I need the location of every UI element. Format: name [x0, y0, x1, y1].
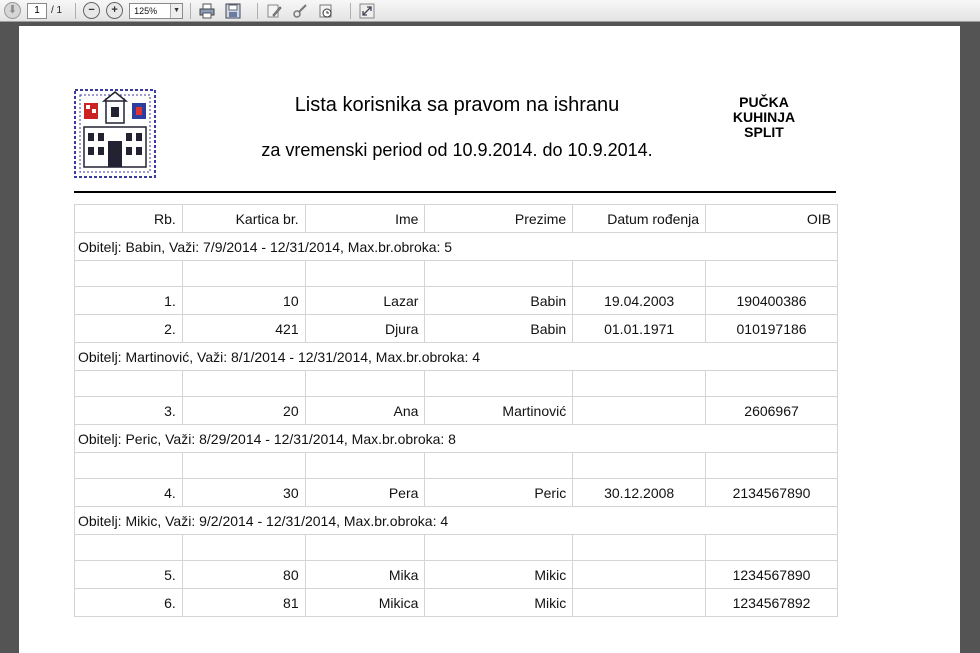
cell-first-name: Mikica — [305, 589, 425, 617]
report-period: za vremenski period od 10.9.2014. do 10.9.2014. — [261, 140, 653, 160]
tools-icon[interactable] — [291, 2, 309, 19]
organization-name — [709, 95, 819, 140]
cell-rb: 3. — [75, 397, 183, 425]
org-line: PUČKA — [739, 94, 789, 110]
table-row — [75, 561, 838, 589]
table-row — [75, 479, 838, 507]
cell-oib: 1234567890 — [706, 561, 838, 589]
toolbar-divider — [350, 3, 351, 19]
pdf-toolbar — [0, 0, 980, 22]
table-header-row — [75, 205, 838, 233]
table-row — [75, 589, 838, 617]
header-card-number: Kartica br. — [182, 205, 305, 233]
table-row — [75, 397, 838, 425]
page-number-input[interactable]: 1 — [27, 3, 47, 19]
header-oib: OIB — [706, 205, 838, 233]
cell-oib: 2134567890 — [706, 479, 838, 507]
cell-last-name: Babin — [425, 315, 573, 343]
zoom-out-icon[interactable]: − — [83, 2, 100, 19]
zoom-value: 125% — [134, 5, 158, 16]
cell-oib: 010197186 — [706, 315, 838, 343]
cell-birth-date: 01.01.1971 — [573, 315, 706, 343]
cell-first-name: Ana — [305, 397, 425, 425]
cell-card: 421 — [182, 315, 305, 343]
cell-birth-date — [573, 561, 706, 589]
table-row — [75, 315, 838, 343]
cell-birth-date — [573, 397, 706, 425]
cell-rb: 5. — [75, 561, 183, 589]
family-group-row — [75, 343, 838, 371]
spacer-row — [75, 261, 838, 287]
cell-rb: 2. — [75, 315, 183, 343]
table-row — [75, 287, 838, 315]
cell-birth-date: 30.12.2008 — [573, 479, 706, 507]
toolbar-divider — [75, 3, 76, 19]
stamp-icon[interactable] — [317, 2, 335, 19]
print-icon[interactable] — [198, 2, 216, 19]
cell-last-name: Mikic — [425, 561, 573, 589]
annotate-icon[interactable] — [265, 2, 283, 19]
report-title: Lista korisnika sa pravom na ishranu — [294, 94, 620, 116]
cell-first-name: Pera — [305, 479, 425, 507]
cell-last-name: Martinović — [425, 397, 573, 425]
spacer-row — [75, 371, 838, 397]
org-line: SPLIT — [744, 124, 784, 140]
beneficiaries-table — [74, 204, 838, 617]
cell-last-name: Peric — [425, 479, 573, 507]
cell-first-name: Djura — [305, 315, 425, 343]
cell-oib: 1234567892 — [706, 589, 838, 617]
cell-rb: 4. — [75, 479, 183, 507]
zoom-select[interactable] — [129, 3, 183, 19]
cell-card: 20 — [182, 397, 305, 425]
family-group-label: Obitelj: Martinović, Važi: 8/1/2014 - 12/31/2014, Max.br.obroka: 4 — [75, 343, 838, 371]
family-group-row — [75, 233, 838, 261]
cell-first-name: Lazar — [305, 287, 425, 315]
cell-card: 80 — [182, 561, 305, 589]
chevron-down-icon[interactable]: ▼ — [170, 4, 182, 18]
cell-rb: 1. — [75, 287, 183, 315]
cell-oib: 2606967 — [706, 397, 838, 425]
cell-birth-date — [573, 589, 706, 617]
cell-rb: 6. — [75, 589, 183, 617]
family-group-label: Obitelj: Peric, Važi: 8/29/2014 - 12/31/2014, Max.br.obroka: 8 — [75, 425, 838, 453]
prev-page-icon[interactable]: ⬇ — [4, 2, 21, 19]
family-group-label: Obitelj: Babin, Važi: 7/9/2014 - 12/31/2014, Max.br.obroka: 5 — [75, 233, 838, 261]
zoom-in-icon[interactable]: + — [106, 2, 123, 19]
cell-card: 10 — [182, 287, 305, 315]
header-birth-date: Datum rođenja — [573, 205, 706, 233]
family-group-row — [75, 425, 838, 453]
cell-last-name: Babin — [425, 287, 573, 315]
header-first-name: Ime — [305, 205, 425, 233]
org-line: KUHINJA — [732, 109, 796, 125]
cell-last-name: Mikic — [425, 589, 573, 617]
expand-icon[interactable] — [358, 2, 376, 19]
toolbar-divider — [190, 3, 191, 19]
family-group-label: Obitelj: Mikic, Važi: 9/2/2014 - 12/31/2014, Max.br.obroka: 4 — [75, 507, 838, 535]
header-last-name: Prezime — [425, 205, 573, 233]
cell-card: 81 — [182, 589, 305, 617]
cell-birth-date: 19.04.2003 — [573, 287, 706, 315]
split-coat-of-arms-logo — [74, 89, 156, 178]
spacer-row — [75, 453, 838, 479]
spacer-row — [75, 535, 838, 561]
cell-card: 30 — [182, 479, 305, 507]
family-group-row — [75, 507, 838, 535]
cell-first-name: Mika — [305, 561, 425, 589]
header-divider — [74, 191, 836, 193]
header-rb: Rb. — [75, 205, 183, 233]
save-icon[interactable] — [224, 2, 242, 19]
document-page — [19, 26, 960, 653]
toolbar-divider — [257, 3, 258, 19]
cell-oib: 190400386 — [706, 287, 838, 315]
page-total-label: / 1 — [51, 5, 63, 16]
